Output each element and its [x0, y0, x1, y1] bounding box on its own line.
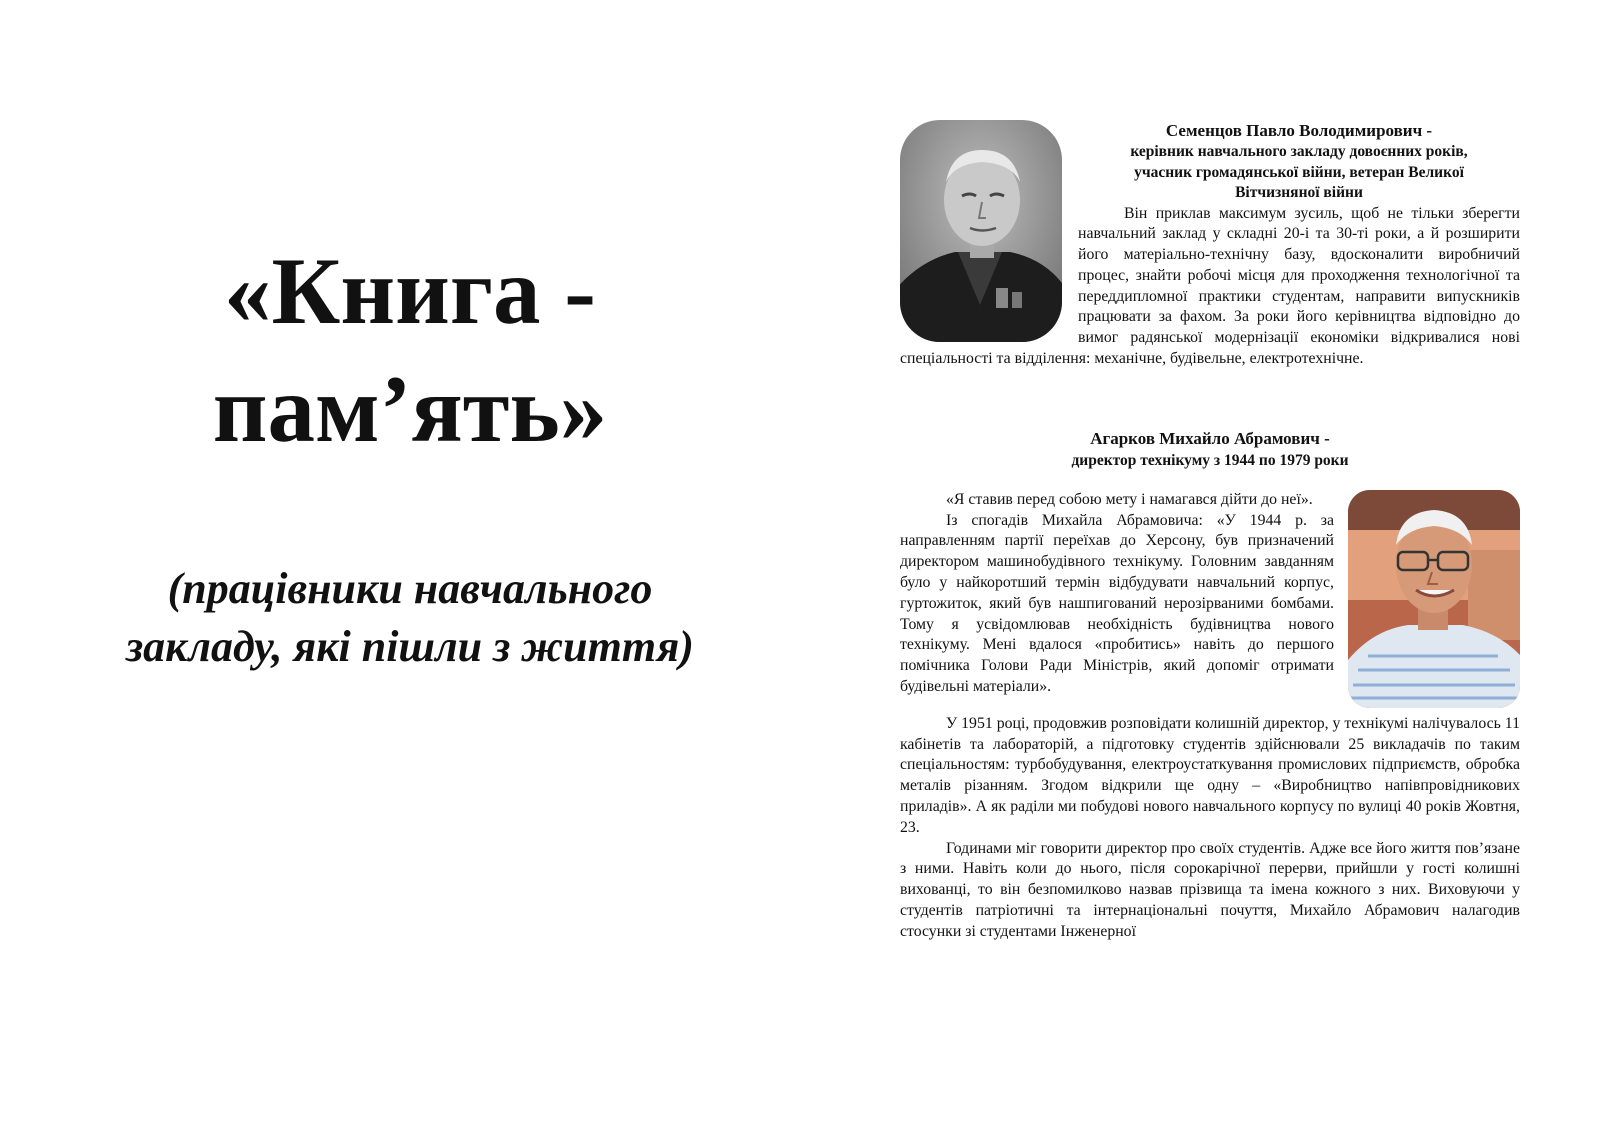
biography-paragraph: У 1951 році, продовжив розповідати колишній директор, у технікумі налічувалось 11 кабінетів та лабораторій, а підготовку студентів здійснювали 25 викладачів по таким спеціальностям: турбобудування, електроустаткування промислових підприємств, обробка металів різанням. Згодом відкрили ще одну – «Виробництво напівпровідникових приладів». А як раділи ми побудові нового навчального корпусу по вулиці 40 років Жовтня, 23. — [900, 714, 1520, 836]
role-line-3: Вітчизняної війни — [1235, 184, 1363, 201]
biography-paragraph: Годинами міг говорити директор про своїх студентів. Адже все його життя пов’язане з ними. Навіть коли до нього, після сорокарічної перерви, прийшли у гості колишні вихованці, то він безпомилково назвав прізвища та імена кожного з них. Виховуючи у студентів патріотичні та інтернаціональні почуття, Михайло Абрамович налагодив стосунки зі студентами Інженерної — [900, 839, 1520, 940]
book-subtitle — [0, 560, 820, 676]
person-name-agarkov: Агарков Михайло Абрамович - — [1090, 428, 1330, 448]
biography-paragraph: Він приклав максимум зусиль, щоб не тільки зберегти навчальний заклад у складні 20-і та 30-ті роки, а й розширити його матеріально-технічну базу, вдосконалити виробничий процес, знайти робочі місця для проходження технологічної та переддипломної практики студентам, направити випускників працювати за фахом. За роки його керівництва відповідно до вимог радянської модернізації економіки відкривалися нові спеціальності та відділення: механічне, будівельне, електротехнічне. — [900, 204, 1520, 368]
role-line-1: керівник навчального закладу довоєнних років, — [1130, 143, 1468, 160]
book-title-line-1: «Книга - — [224, 238, 596, 344]
book-subtitle-line-2: закладу, які пішли з життя) — [126, 622, 694, 671]
person-name-sementsov: Семенцов Павло Володимирович - — [1165, 121, 1433, 140]
person-role-agarkov: директор технікуму з 1944 по 1979 роки — [1071, 451, 1349, 469]
book-title — [0, 232, 820, 468]
biography-agarkov — [900, 427, 1520, 943]
book-subtitle-line-1: (працівники навчального — [167, 564, 653, 613]
portrait-agarkov-photo — [1348, 490, 1520, 708]
portrait-sementsov-photo — [900, 120, 1062, 342]
biography-paragraph: Із спогадів Михайла Абрамовича: «У 1944 р. за направленням партії переїхав до Херсону, був призначений директором машинобудівного технікуму. Головним завданням було у найкоротший термін відбудувати навчальний корпус, гуртожиток, який був нашпигований нерозірваними бомбами. Тому я усвідомлював необхідність будівництва нового технікуму. Мені вдалося «пробитись» навіть до першого помічника Голови Ради Міністрів, який допоміг отримати будівельні матеріали». — [900, 511, 1334, 696]
role-line-2: учасник громадянської війни, ветеран Великої — [1134, 163, 1464, 181]
book-title-line-2: пам’ять» — [212, 356, 608, 462]
right-page — [900, 118, 1520, 943]
biography-sementsov — [900, 118, 1520, 370]
biography-paragraph: «Я ставив перед собою мету і намагався дійти до неї». — [946, 490, 1313, 508]
